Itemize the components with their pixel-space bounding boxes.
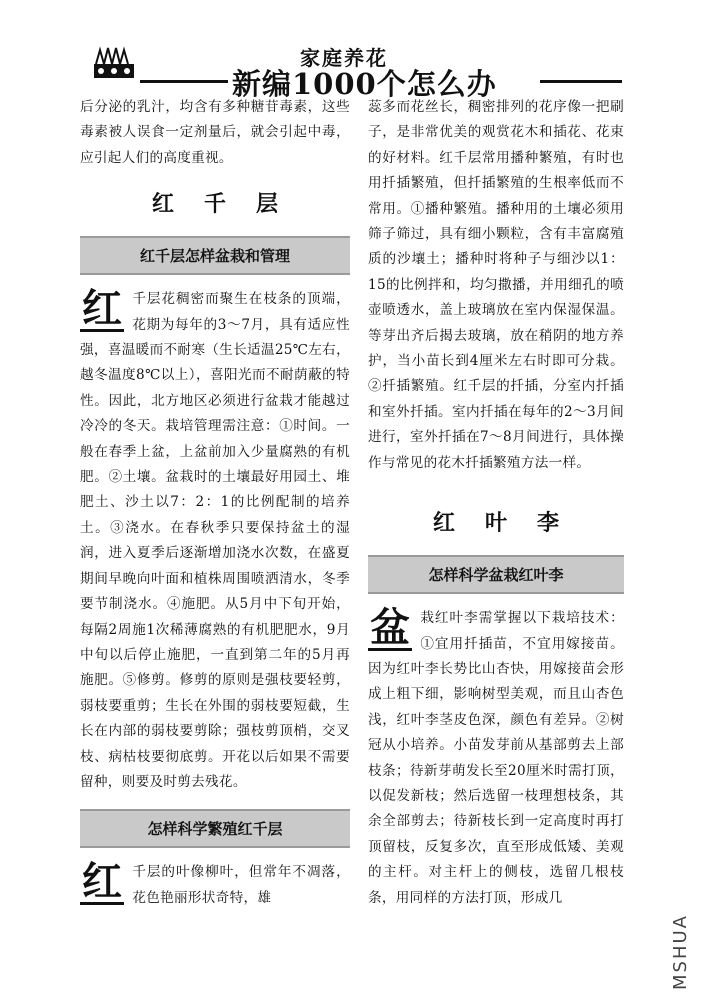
left-column [80, 95, 350, 911]
header-rule-right [540, 80, 622, 83]
page-header [0, 0, 708, 100]
paragraph-text: 栽红叶李需掌握以下栽培技术：①宜用扦插苗，不宜用嫁接苗。因为红叶李长势比山杏快，用嫁接苗会形成上粗下细，影响树型美观，而且山杏色浅，红叶李茎皮色深，颜色有差异。②树冠从小培养。小苗发芽前从基部剪去上部枝条；待新芽萌发长至20厘米时需打顶，以促发新枝；然后选留一枝理想枝条，其余全部剪去；待新枝长到一定高度时再打顶留枝，反复多次，直至形成低矮、美观的主杆。对主杆上的侧枝，选留几根枝条，用同样的方法打顶，形成几 [368, 610, 624, 906]
potted-plant-logo-icon [92, 44, 136, 82]
subhead-propagation: 怎样科学繁殖红千层 [80, 809, 350, 848]
paragraph-potting-management [80, 287, 350, 795]
paragraph-text: 千层的叶像柳叶，但常年不凋落，花色艳丽形状奇特，雄 [132, 864, 350, 906]
paragraph-text: 千层花稠密而聚生在枝条的顶端，花期为每年的3～7月，具有适应性强，喜温暖而不耐寒（生长适温25℃左右，越冬温度8℃以上），喜阳光而不耐荫蔽的特性。因此，北方地区必须进行盆栽才能越过冷冷的冬天。栽培管理需注意：①时间。一般在春季上盆，上盆前加入少量腐熟的有机肥。②土壤。盆栽时的土壤最好用园土、堆肥土、沙土以7：2：1的比例配制的培养土。③浇水。在春秋季只要保持盆土的湿润，进入夏季后逐渐增加浇水次数，在盛夏期间早晚向叶面和植株周围喷洒清水，冬季要节制浇水。④施肥。从5月中下旬开始，每隔2周施1次稀薄腐熟的有机肥肥水，9月中旬以后停止施肥，一直到第二年的5月再施肥。⑤修剪。修剪的原则是强枝要轻剪，弱枝要重剪；生长在外围的弱枝要短截，生长在内部的弱枝要剪除；强枝剪顶梢，交叉枝、病枯枝要彻底剪。开花以后如果不需要留种，则要及时剪去残花。 [80, 291, 350, 790]
dropcap: 红 [82, 859, 123, 906]
header-rule-left [140, 80, 228, 83]
dropcap: 红 [82, 286, 123, 333]
section-title-hongqianceng: 红千层 [151, 192, 308, 218]
intro-paragraph: 后分泌的乳汁，均含有多种糖苷毒素，这些毒素被人误食一定剂量后，就会引起中毒，应引起人们的高度重视。 [80, 99, 350, 166]
header-title: 新编1000个怎么办 [232, 67, 497, 101]
watermark: MSHUA [670, 914, 691, 990]
paragraph-propagation-continued: 蕊多而花丝长，稠密排列的花序像一把刷子，是非常优美的观赏花木和插花、花束的好材料。红千层常用播种繁殖，有时也用扦插繁殖，但扦插繁殖的生根率低而不常用。①播种繁殖。播种用的土壤必须用筛子筛过，具有细小颗粒，含有丰富腐殖质的沙壤土；播种时将种子与细沙以1：15的比例拌和，均匀撒播，并用细孔的喷壶喷透水，盖上玻璃放在室内保湿保温。等芽出齐后揭去玻璃，放在稍阴的地方养护，当小苗长到4厘米左右时即可分栽。②扦插繁殖。红千层的扦插，分室内扦插和室外扦插。室内扦插在每年的2～3月间进行，室外扦插在7～8月间进行，具体操作与常见的花木扦插繁殖方法一样。 [368, 99, 624, 471]
subhead-potting-management: 红千层怎样盆栽和管理 [80, 236, 350, 275]
paragraph-propagation [80, 860, 350, 911]
right-column [368, 95, 624, 911]
subhead-hongyeli-potting: 怎样科学盆栽红叶李 [368, 555, 624, 594]
paragraph-hongyeli-potting [368, 606, 624, 911]
dropcap: 盆 [370, 605, 411, 652]
section-title-hongyeli: 红叶李 [432, 511, 589, 537]
header-subtitle: 家庭养花 [300, 46, 388, 70]
